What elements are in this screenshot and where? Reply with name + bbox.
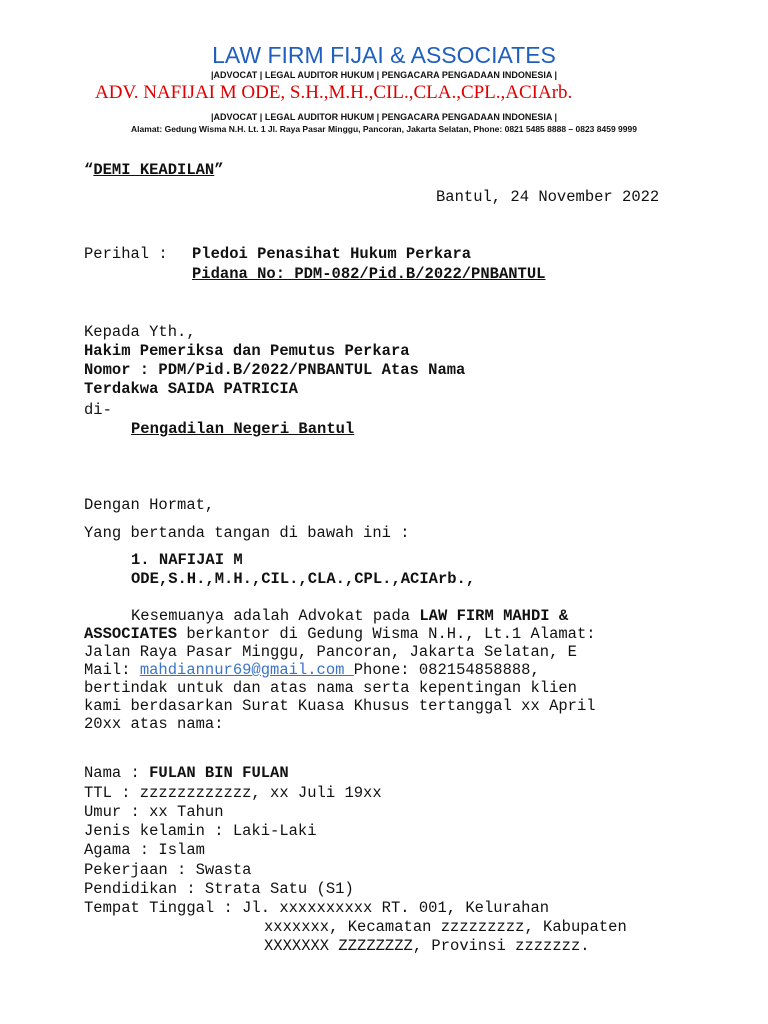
client-ttl: TTL : zzzzzzzzzzzz, xx Juli 19xx <box>84 784 382 802</box>
body-line-6: kami berdasarkan Surat Kuasa Khusus tertanggal xx April <box>84 697 596 715</box>
body-line-1: Kesemuanya adalah Advokat pada LAW FIRM MAHDI & <box>131 607 569 625</box>
client-occupation: Pekerjaan : Swasta <box>84 861 252 879</box>
client-name: Nama : FULAN BIN FULAN <box>84 764 289 782</box>
undersigned-intro: Yang bertanda tangan di bawah ini : <box>84 524 410 542</box>
motto: “DEMI KEADILAN” <box>84 161 224 179</box>
client-religion: Agama : Islam <box>84 841 205 859</box>
body-line-7: 20xx atas nama: <box>84 715 224 733</box>
body-line-3: Jalan Raya Pasar Minggu, Pancoran, Jakarta Selatan, E <box>84 643 577 661</box>
recipient-line-3: Terdakwa SAIDA PATRICIA <box>84 380 298 398</box>
client-address-2: xxxxxxx, Kecamatan zzzzzzzzz, Kabupaten <box>264 918 627 936</box>
recipient-di: di- <box>84 401 112 419</box>
email-link[interactable]: mahdiannur69@gmail.com <box>139 661 354 679</box>
court-name: Pengadilan Negeri Bantul <box>131 420 355 438</box>
client-education: Pendidikan : Strata Satu (S1) <box>84 880 354 898</box>
motto-text: DEMI KEADILAN <box>93 161 215 179</box>
body-line-4: Mail: mahdiannur69@gmail.com Phone: 082154858888, <box>84 661 540 679</box>
place-date: Bantul, 24 November 2022 <box>436 188 660 206</box>
recipient-greeting: Kepada Yth., <box>84 323 196 341</box>
tagline-bottom: |ADVOCAT | LEGAL AUDITOR HUKUM | PENGACARA PENGADAAN INDONESIA | <box>210 112 558 122</box>
client-name-value: FULAN BIN FULAN <box>149 764 289 782</box>
advocate-name: ADV. NAFIJAI M ODE, S.H.,M.H.,CIL.,CLA.,CPL.,ACIArb. <box>95 82 573 103</box>
client-age: Umur : xx Tahun <box>84 803 224 821</box>
firm-address: Alamat: Gedung Wisma N.H. Lt. 1 Jl. Raya Pasar Minggu, Pancoran, Jakarta Selatan, Phone: 0821 5485 8888 – 0823 8459 9999 <box>131 124 637 134</box>
body-line-2: ASSOCIATES berkantor di Gedung Wisma N.H., Lt.1 Alamat: <box>84 625 596 643</box>
counsel-line-2: ODE,S.H.,M.H.,CIL.,CLA.,CPL.,ACIArb., <box>131 570 476 588</box>
client-address-3: XXXXXXX ZZZZZZZZ, Provinsi zzzzzzz. <box>264 937 590 955</box>
subject-line-1: Pledoi Penasihat Hukum Perkara <box>192 245 472 263</box>
body-line-5: bertindak untuk dan atas nama serta kepentingan klien <box>84 679 577 697</box>
firm-name: LAW FIRM FIJAI & ASSOCIATES <box>212 42 556 68</box>
counsel-line-1: 1. NAFIJAI M <box>131 551 243 569</box>
salutation: Dengan Hormat, <box>84 496 215 514</box>
subject-label: Perihal : <box>84 245 168 263</box>
recipient-line-2: Nomor : PDM/Pid.B/2022/PNBANTUL Atas Nama <box>84 361 466 379</box>
firm-mention: LAW FIRM MAHDI & <box>419 607 569 625</box>
subject-line-2: Pidana No: PDM-082/Pid.B/2022/PNBANTUL <box>192 265 546 283</box>
client-address-1: Tempat Tinggal : Jl. xxxxxxxxxx RT. 001, Kelurahan <box>84 899 550 917</box>
client-gender: Jenis kelamin : Laki-Laki <box>84 822 317 840</box>
tagline-top: |ADVOCAT | LEGAL AUDITOR HUKUM | PENGACARA PENGADAAN INDONESIA | <box>210 70 558 80</box>
recipient-line-1: Hakim Pemeriksa dan Pemutus Perkara <box>84 342 410 360</box>
